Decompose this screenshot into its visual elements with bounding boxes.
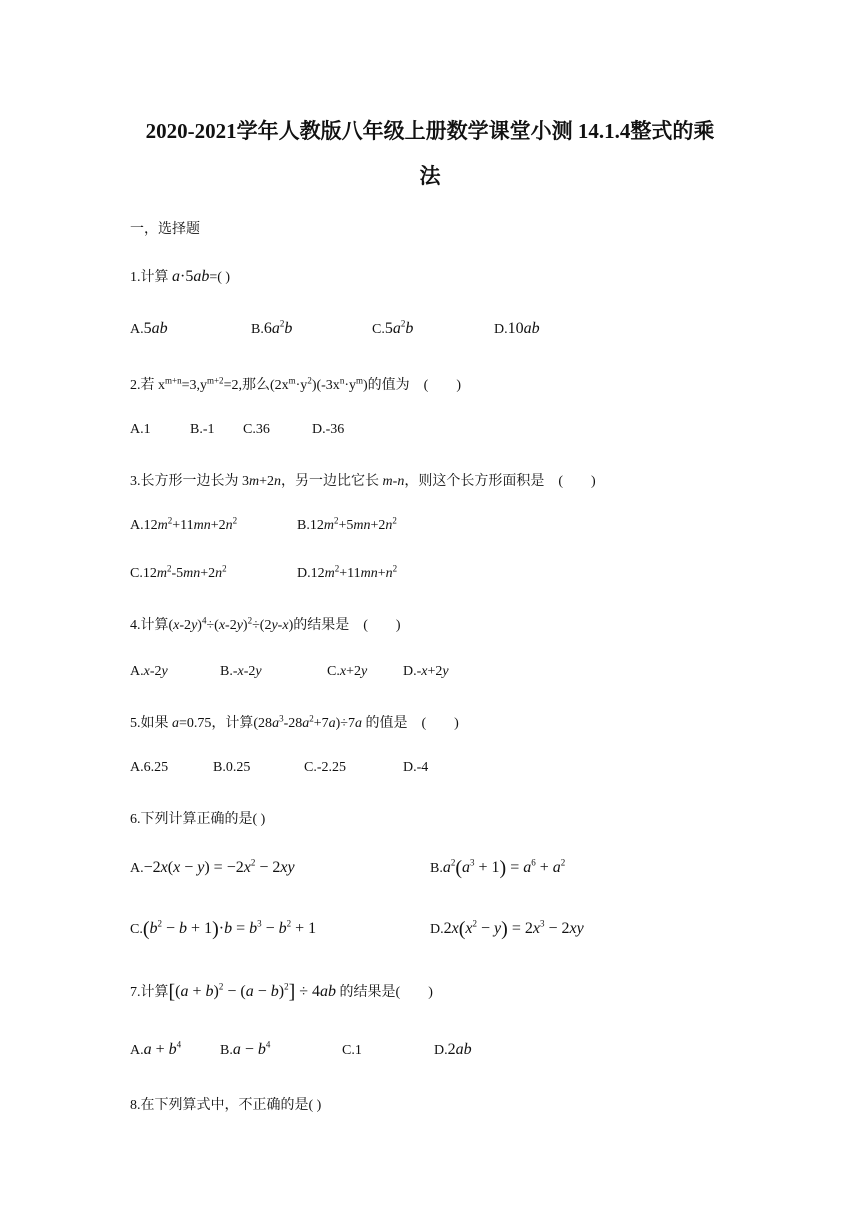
question-5: 5.如果 a=0.75，计算$(28a^3-28a^2+7a)\div 7a$ 的值是 ( ) [130, 713, 459, 731]
question-2-option-b: B.-1 [190, 422, 215, 437]
document-title-line2: 法 [419, 164, 441, 188]
question-1-option-c: $C.5a^2b$ [372, 318, 414, 337]
document-title-line1: 2020-2021学年人教版八年级上册数学课堂小测 14.1.4整式的乘 [145, 119, 715, 143]
question-7-option-b: $B.a - b^4$ [220, 1039, 271, 1058]
question-7: 7.计算$[(a + b)^2 - (a - b)^2] \div 4ab$ 的结果是( ) [130, 981, 433, 1003]
question-3-option-a: $A.12m^2+11mn+2n^2$ [130, 515, 238, 533]
question-7-option-d: D.2ab [434, 1041, 472, 1058]
question-5-option-d: D.-4 [403, 760, 429, 775]
question-5-option-c: C.-2.25 [304, 760, 346, 775]
question-5-option-a: A.6.25 [130, 760, 169, 775]
section-heading: 一，选择题 [130, 222, 200, 237]
question-3-option-d: $D.12m^2+11mn+n^2$ [297, 563, 398, 581]
question-1-option-d: D.10ab [494, 320, 540, 337]
question-4-option-c: C.x+2y [327, 664, 368, 679]
question-3-option-b: $B.12m^2+5mn+2n^2$ [297, 515, 397, 533]
question-4-option-a: A.x-2y [130, 664, 168, 679]
question-6-option-c: $C.(b^2 - b + 1)\cdot b = b^3 - b^2 + 1$ [130, 918, 317, 940]
question-1-suffix: =( ) [209, 270, 231, 285]
question-1 [130, 266, 230, 286]
question-1-option-b: $B.6a^2b$ [251, 318, 293, 337]
question-2-option-c: C.36 [243, 422, 270, 437]
question-6-option-b: $B.a^2(a^3 + 1) = a^6 + a^2$ [430, 857, 566, 879]
question-6: 6.下列计算正确的是( ) [130, 812, 266, 827]
question-3: 3.长方形一边长为 3m+2n，另一边比它长 m-n，则这个长方形面积是 ( ) [130, 474, 596, 489]
question-3-option-c: $C.12m^2-5mn+2n^2$ [130, 563, 227, 581]
question-1-prefix: 1.计算 [130, 270, 172, 285]
question-2: 2.若 $x^{m+n}=3,y^{m+2}=2$,那么$(2x^m\cdot y^2)(-3x^n\cdot y^m)$的值为 ( ) [130, 375, 461, 393]
question-6-option-d: $D.2x(x^2 - y) = 2x^3 - 2xy$ [430, 918, 584, 940]
question-8: 8.在下列算式中，不正确的是( ) [130, 1098, 322, 1113]
question-5-option-b: B.0.25 [213, 760, 251, 775]
question-2-option-a: A.1 [130, 422, 151, 437]
question-1-option-a: A.5ab [130, 320, 168, 337]
question-4-option-b: B.-x-2y [220, 664, 262, 679]
question-7-option-c: C.1 [342, 1043, 362, 1058]
question-4-option-d: D.-x+2y [403, 664, 449, 679]
question-2-option-d: D.-36 [312, 422, 345, 437]
question-6-option-a: $A.-2x(x - y) = -2x^2 - 2xy$ [130, 857, 295, 876]
question-4: 4.计算$(x-2y)^4\div(x-2y)^2\div(2y-x)$的结果是 ( ) [130, 615, 401, 633]
question-7-option-a: $A.a + b^4$ [130, 1039, 182, 1058]
question-1-expression: a·5ab [172, 268, 210, 285]
